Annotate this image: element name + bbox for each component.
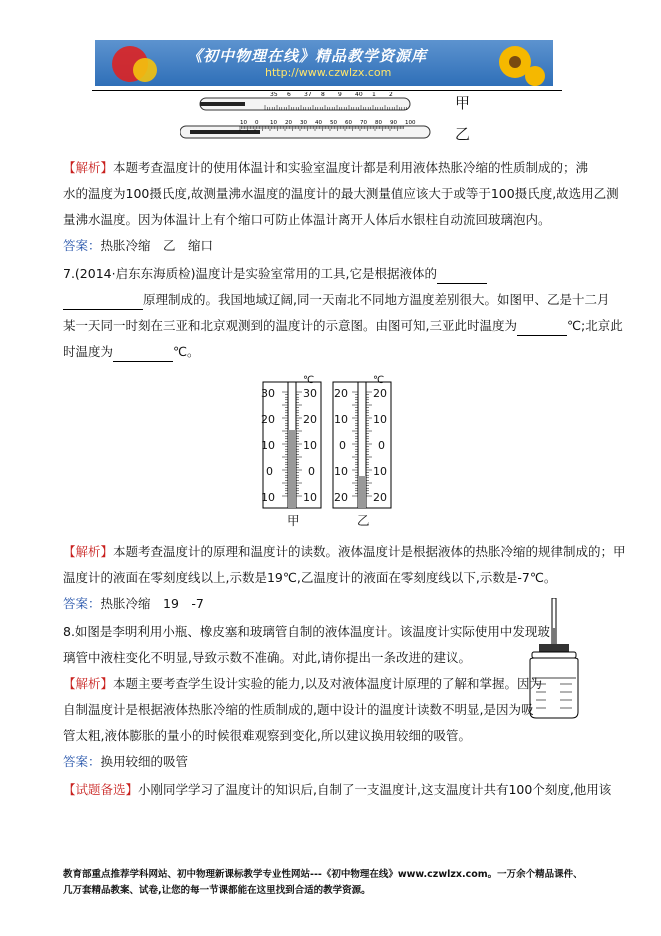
answer-text: 热胀冷缩 乙 缩口 <box>100 238 214 253</box>
clinical-tick-label: 2 <box>389 92 393 98</box>
label-yi-top: 乙 <box>455 125 471 143</box>
analysis-3-line1 <box>63 674 542 694</box>
q7-unit: ℃;北京此 <box>566 318 623 333</box>
unit-yi: ℃ <box>373 375 385 386</box>
bottle-thermometer-figure <box>526 598 582 720</box>
q7-line3 <box>63 316 623 336</box>
jia-label: 20 <box>261 413 275 426</box>
answer-2 <box>63 594 204 614</box>
lab-tick-label: 100 <box>405 120 416 126</box>
analysis-1-line1 <box>63 158 588 178</box>
jia-label-right: 10 <box>303 491 317 504</box>
clinical-tick-label: 9 <box>338 92 342 98</box>
jia-label: 30 <box>261 387 275 400</box>
answer-blank <box>517 321 567 336</box>
answer-text: 热胀冷缩 19 -7 <box>100 596 204 611</box>
answer-tag: 答案： <box>63 238 101 253</box>
yi-label: 10 <box>334 465 348 478</box>
yi-label: 20 <box>334 491 348 504</box>
lab-tick-label: 40 <box>315 120 322 126</box>
analysis-1-line2: 水的温度为100摄氏度,故测量沸水温度的温度计的最大测量值应该大于或等于100摄氏度,故选用乙测 <box>63 186 619 201</box>
yi-label-right: 0 <box>378 439 385 452</box>
yi-label: 20 <box>334 387 348 400</box>
analysis-text: 本题考查温度计的原理和温度计的读数。液体温度计是根据液体的热胀冷缩的规律制成的；甲 <box>113 544 626 559</box>
q7-text: 7.(2014·启东东海质检)温度计是实验室常用的工具,它是根据液体的 <box>63 266 437 281</box>
jia-label-right: 30 <box>303 387 317 400</box>
answer-tag: 答案： <box>63 596 101 611</box>
q7-text: 时温度为 <box>63 344 114 359</box>
analysis-tag: 【解析】 <box>63 544 114 559</box>
yi-label: 10 <box>334 413 348 426</box>
analysis-2-line2: 温度计的液面在零刻度线以上,示数是19℃,乙温度计的液面在零刻度线以下,示数是-7℃。 <box>63 570 557 585</box>
jia-label: 10 <box>261 491 275 504</box>
answer-tag: 答案： <box>63 754 101 769</box>
answer-blank <box>113 347 173 362</box>
analysis-tag: 【解析】 <box>63 160 114 175</box>
analysis-1-line3: 量沸水温度。因为体温计上有个缩口可防止体温计离开人体后水银柱自动流回玻璃泡内。 <box>63 212 551 227</box>
caption-jia: 甲 <box>287 513 300 528</box>
jia-label-right: 0 <box>308 465 315 478</box>
footer-line1: 教育部重点推荐学科网站、初中物理新课标教学专业性网站---《初中物理在线》www.czwlzx.com。一万余个精品课件、 <box>63 869 583 880</box>
lab-tick-label: 70 <box>360 120 367 126</box>
header-rule <box>92 90 562 91</box>
backup-tag: 【试题备选】 <box>63 782 139 797</box>
lab-tick-label: 90 <box>390 120 397 126</box>
backup-question <box>63 780 611 800</box>
analysis-3-line3: 管太粗,液体膨胀的量小的时候很难观察到变化,所以建议换用较细的吸管。 <box>63 728 471 743</box>
unit-jia: ℃ <box>303 375 315 386</box>
jia-label: 0 <box>266 465 273 478</box>
yi-label-right: 10 <box>373 465 387 478</box>
yi-label-right: 20 <box>373 491 387 504</box>
lab-tick-label: 20 <box>285 120 292 126</box>
lab-tick-label: 50 <box>330 120 337 126</box>
answer-blank <box>437 269 487 284</box>
analysis-tag: 【解析】 <box>63 676 114 691</box>
banner-url[interactable]: http://www.czwlzx.com <box>265 66 392 79</box>
clinical-tick-label: 37 <box>304 92 312 98</box>
answer-3 <box>63 752 188 772</box>
q7-text: 原理制成的。我国地域辽阔,同一天南北不同地方温度差别很大。如图甲、乙是十二月 <box>143 292 610 307</box>
q7-line1 <box>63 264 487 284</box>
footer-line2: 几万套精品教案、试卷,让您的每一节课都能在这里找到合适的教学资源。 <box>63 885 371 896</box>
analysis-text: 本题考查温度计的使用体温计和实验室温度计都是利用液体热胀冷缩的性质制成的；沸 <box>113 160 589 175</box>
yi-label-right: 10 <box>373 413 387 426</box>
lab-tick-label: 30 <box>300 120 307 126</box>
answer-text: 换用较细的吸管 <box>100 754 189 769</box>
header-banner <box>95 40 553 86</box>
lab-tick-label: 80 <box>375 120 382 126</box>
clinical-tick-label: 35 <box>270 92 278 98</box>
caption-yi: 乙 <box>357 513 370 528</box>
lab-tick-label: 0 <box>255 120 259 126</box>
q8-line2: 璃管中液柱变化不明显,导致示数不准确。对此,请你提出一条改进的建议。 <box>63 650 471 665</box>
jia-label-right: 20 <box>303 413 317 426</box>
lab-tick-label: 60 <box>345 120 352 126</box>
yi-label: 0 <box>339 439 346 452</box>
answer-blank <box>63 295 143 310</box>
q7-text: 某一天同一时刻在三亚和北京观测到的温度计的示意图。由图可知,三亚此时温度为 <box>63 318 517 333</box>
analysis-2-line1 <box>63 542 626 562</box>
lab-thermometer <box>180 120 430 138</box>
clinical-thermometer <box>200 92 410 110</box>
analysis-3-line2: 自制温度计是根据液体热胀冷缩的性质制成的,题中设计的温度计读数不明显,是因为吸 <box>63 702 534 717</box>
q7-line4 <box>63 342 200 362</box>
q7-unit: ℃。 <box>173 344 200 359</box>
lab-tick-label: 10 <box>240 120 247 126</box>
lab-tick-label: 10 <box>270 120 277 126</box>
clinical-tick-label: 6 <box>287 92 291 98</box>
q8-line1: 8.如图是李明利用小瓶、橡皮塞和玻璃管自制的液体温度计。该温度计实际使用中发现玻 <box>63 624 550 639</box>
analysis-text: 本题主要考查学生设计实验的能力,以及对液体温度计原理的了解和掌握。因为 <box>113 676 542 691</box>
clinical-tick-label: 40 <box>355 92 363 98</box>
banner-title: 《初中物理在线》精品教学资源库 <box>187 47 428 65</box>
backup-text: 小刚同学学习了温度计的知识后,自制了一支温度计,这支温度计共有100个刻度,他用该 <box>138 782 612 797</box>
clinical-tick-label: 1 <box>372 92 376 98</box>
label-jia-top: 甲 <box>455 94 471 112</box>
q7-line2 <box>63 290 609 310</box>
clinical-tick-label: 8 <box>321 92 325 98</box>
answer-1 <box>63 236 213 256</box>
yi-label-right: 20 <box>373 387 387 400</box>
jia-label-right: 10 <box>303 439 317 452</box>
jia-label: 10 <box>261 439 275 452</box>
